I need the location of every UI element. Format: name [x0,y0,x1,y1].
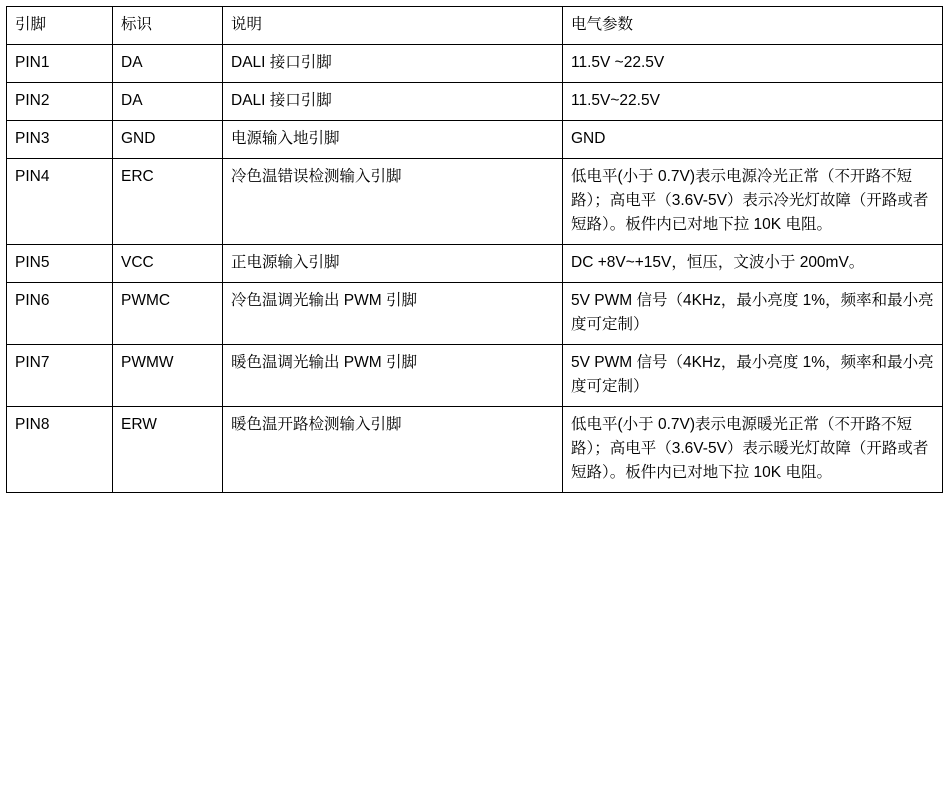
cell-description: 冷色温调光输出 PWM 引脚 [223,283,563,345]
cell-parameter: DC +8V~+15V，恒压，文波小于 200mV。 [563,245,943,283]
table-header-row [7,7,943,45]
cell-pin: PIN4 [7,159,113,245]
cell-description: 暖色温开路检测输入引脚 [223,407,563,493]
cell-id: ERC [113,159,223,245]
table-row [7,407,943,493]
cell-parameter: 5V PWM 信号（4KHz，最小亮度 1%，频率和最小亮度可定制） [563,283,943,345]
column-header-id: 标识 [113,7,223,45]
table-row [7,45,943,83]
table-row [7,83,943,121]
cell-parameter: 11.5V~22.5V [563,83,943,121]
table-row [7,345,943,407]
cell-description: 暖色温调光输出 PWM 引脚 [223,345,563,407]
cell-pin: PIN1 [7,45,113,83]
cell-description: DALI 接口引脚 [223,83,563,121]
table-row [7,159,943,245]
column-header-electrical-parameters: 电气参数 [563,7,943,45]
cell-description: 电源输入地引脚 [223,121,563,159]
pin-definition-table [6,6,943,493]
cell-id: VCC [113,245,223,283]
cell-pin: PIN3 [7,121,113,159]
cell-description: 冷色温错误检测输入引脚 [223,159,563,245]
cell-parameter: 11.5V ~22.5V [563,45,943,83]
table-row [7,121,943,159]
cell-id: ERW [113,407,223,493]
cell-pin: PIN2 [7,83,113,121]
cell-parameter: 5V PWM 信号（4KHz，最小亮度 1%，频率和最小亮度可定制） [563,345,943,407]
cell-pin: PIN7 [7,345,113,407]
cell-id: PWMC [113,283,223,345]
cell-id: DA [113,83,223,121]
cell-parameter: 低电平(小于 0.7V)表示电源冷光正常（不开路不短路）；高电平（3.6V-5V）表示冷光灯故障（开路或者短路）。板件内已对地下拉 10K 电阻。 [563,159,943,245]
cell-pin: PIN6 [7,283,113,345]
cell-pin: PIN5 [7,245,113,283]
cell-description: DALI 接口引脚 [223,45,563,83]
cell-id: GND [113,121,223,159]
cell-id: PWMW [113,345,223,407]
column-header-description: 说明 [223,7,563,45]
cell-pin: PIN8 [7,407,113,493]
cell-parameter: GND [563,121,943,159]
cell-description: 正电源输入引脚 [223,245,563,283]
table-row [7,245,943,283]
table-row [7,283,943,345]
column-header-pin: 引脚 [7,7,113,45]
cell-id: DA [113,45,223,83]
cell-parameter: 低电平(小于 0.7V)表示电源暖光正常（不开路不短路）；高电平（3.6V-5V）表示暖光灯故障（开路或者短路）。板件内已对地下拉 10K 电阻。 [563,407,943,493]
